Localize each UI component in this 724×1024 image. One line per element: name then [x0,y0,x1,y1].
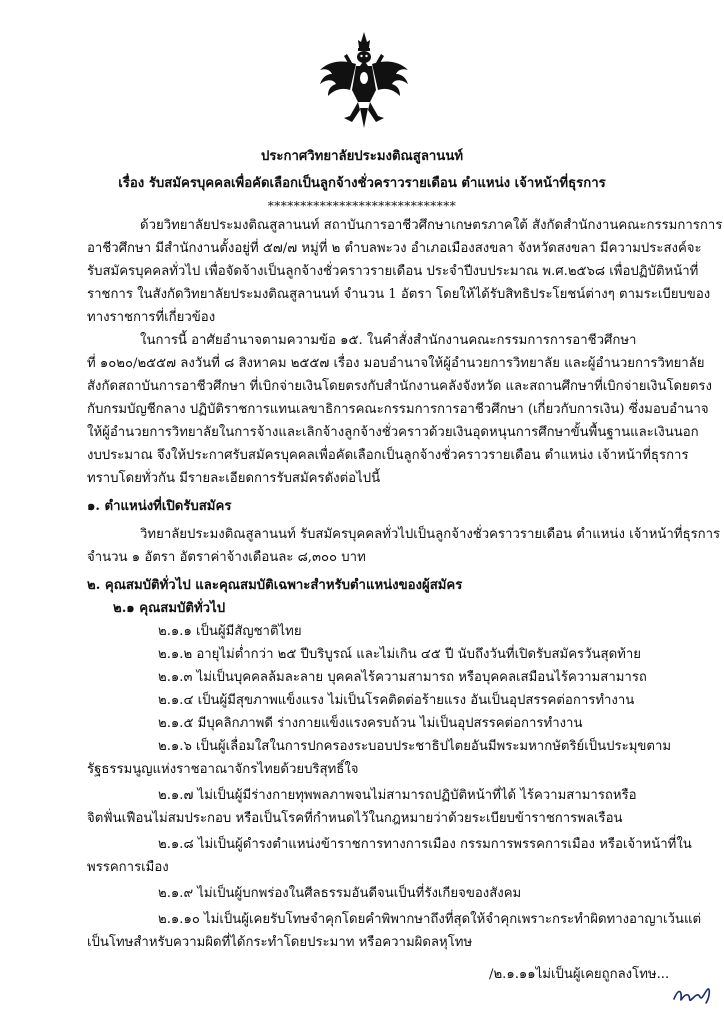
paragraph-2-line: ทราบโดยทั่วกัน มีรายละเอียดการรับสมัครดังต่อไปนี้ [87,471,381,486]
continuation-note: /๒.๑.๑๑ไม่เป็นผู้เคยถูกลงโทษ... [489,967,670,982]
announcement-subject: เรื่อง รับสมัครบุคคลเพื่อคัดเลือกเป็นลูกจ้างชั่วคราวรายเดือน ตำแหน่ง เจ้าหน้าที่ธุรการ [118,176,606,191]
paragraph-2-line: สังกัดสถาบันการอาชีวศึกษา ที่เบิกจ่ายเงินโดยตรงกับสำนักงานคลังจังหวัด และสถานศึกษาที่เบิกจ่ายเงินโดยตรง [87,379,712,394]
section-2-heading: ๒. คุณสมบัติทั่วไป และคุณสมบัติเฉพาะสำหรับตำแหน่งของผู้สมัคร [87,578,463,593]
paragraph-1-line: ราชการ ในสังกัดวิทยาลัยประมงติณสูลานนท์ จำนวน 1 อัตรา โดยให้ได้รับสิทธิประโยชน์ต่างๆ ตามระเบียบของ [87,287,711,302]
qualification-item-continuation: จิตฟั่นเฟือนไม่สมประกอบ หรือเป็นโรคที่กำหนดไว้ในกฎหมายว่าด้วยระเบียบข้าราชการพลเรือน [87,811,623,826]
qualification-item-continuation: รัฐธรรมนูญแห่งราชอาณาจักรไทยด้วยบริสุทธิ์ใจ [87,762,359,777]
paragraph-1-line: ทางราชการที่เกี่ยวข้อง [87,310,216,325]
paragraph-2-line: กับกรมบัญชีกลาง ปฏิบัติราชการแทนเลขาธิการคณะกรรมการการอาชีวศึกษา (เกี่ยวกับการเงิน) ซึ่งมอบอำนาจ [87,402,709,417]
section-2-1-heading: ๒.๑ คุณสมบัติทั่วไป [113,601,226,616]
qualification-item: ๒.๑.๕ มีบุคลิกภาพดี ร่างกายแข็งแรงครบถ้วน ไม่เป็นอุปสรรคต่อการทำงาน [158,716,583,731]
paragraph-2-line: ในการนี้ อาศัยอำนาจตามความข้อ ๑๕. ในคำสั่งสำนักงานคณะกรรมการการอาชีวศึกษา [140,333,637,348]
qualification-item: ๒.๑.๒ อายุไม่ต่ำกว่า ๒๕ ปีบริบูรณ์ และไม่เกิน ๔๕ ปี นับถึงวันที่เปิดรับสมัครวันสุดท้าย [158,647,641,662]
section-1-line: วิทยาลัยประมงติณสูลานนท์ รับสมัครบุคคลทั่วไปเป็นลูกจ้างชั่วคราวรายเดือน ตำแหน่ง เจ้าหน้าที่ธุรการ [140,527,721,542]
paragraph-1-line: รับสมัครบุคคลทั่วไป เพื่อจัดจ้างเป็นลูกจ้างชั่วคราวรายเดือน ประจำปีงบประมาณ พ.ศ.๒๕๖๘ เพื่อปฏิบัติหน้าที่ [87,264,699,279]
handwritten-initials-icon [672,985,716,1007]
qualification-item: ๒.๑.๔ เป็นผู้มีสุขภาพแข็งแรง ไม่เป็นโรคติดต่อร้ายแรง อันเป็นอุปสรรคต่อการทำงาน [158,693,635,708]
qualification-item: ๒.๑.๖ เป็นผู้เลื่อมใสในการปกครองระบอบประชาธิปไตยอันมีพระมหากษัตริย์เป็นประมุขตาม [158,739,672,754]
section-1-line: จำนวน ๑ อัตรา อัตราค่าจ้างเดือนละ ๘,๓๐๐ บาท [87,550,366,565]
qualification-item: ๒.๑.๑ เป็นผู้มีสัญชาติไทย [158,624,302,639]
qualification-item: ๒.๑.๑๐ ไม่เป็นผู้เคยรับโทษจำคุกโดยคำพิพากษาถึงที่สุดให้จำคุกเพราะกระทำผิดทางอาญาเว้นแต่ [158,912,702,927]
garuda-emblem-icon [316,30,412,130]
paragraph-2-line: งบประมาณ จึงให้ประกาศรับสมัครบุคคลเพื่อคัดเลือกเป็นลูกจ้างชั่วคราวรายเดือน ตำแหน่ง เจ้าหน้าที่ธุรการ [87,448,689,463]
section-1-heading: ๑. ตำแหน่งที่เปิดรับสมัคร [87,499,232,514]
paragraph-2-line: ที่ ๑๐๒๐/๒๕๕๗ ลงวันที่ ๘ สิงหาคม ๒๕๕๗ เรื่อง มอบอำนาจให้ผู้อำนวยการวิทยาลัย และผู้อำนวยการวิทยาลัย [87,356,705,371]
qualification-item: ๒.๑.๗ ไม่เป็นผู้มีร่างกายทุพพลภาพจนไม่สามารถปฏิบัติหน้าที่ได้ ไร้ความสามารถหรือ [158,788,637,803]
qualification-item-continuation: เป็นโทษสำหรับความผิดที่ได้กระทำโดยประมาท หรือความผิดลหุโทษ [87,935,473,950]
paragraph-2-line: ให้ผู้อำนวยการวิทยาลัยในการจ้างและเลิกจ้างลูกจ้างชั่วคราวด้วยเงินอุดหนุนการศึกษาขั้นพื้นฐานและเงินนอก [87,425,699,440]
paragraph-1-line: ด้วยวิทยาลัยประมงติณสูลานนท์ สถาบันการอาชีวศึกษาเกษตรภาคใต้ สังกัดสำนักงานคณะกรรมการการ [140,218,723,233]
header-separator: ***************************** [267,199,457,213]
qualification-item: ๒.๑.๓ ไม่เป็นบุคคลล้มละลาย บุคคลไร้ความสามารถ หรือบุคคลเสมือนไร้ความสามารถ [158,670,647,685]
paragraph-1-line: อาชีวศึกษา มีสำนักงานตั้งอยู่ที่ ๕๗/๗ หมู่ที่ ๒ ตำบลพะวง อำเภอเมืองสงขลา จังหวัดสงขลา มีความประสงค์จะ [87,241,702,256]
qualification-item-continuation: พรรคการเมือง [87,860,169,875]
qualification-item: ๒.๑.๘ ไม่เป็นผู้ดำรงตำแหน่งข้าราชการทางการเมือง กรรมการพรรคการเมือง หรือเจ้าหน้าที่ใน [158,837,692,852]
qualification-item: ๒.๑.๙ ไม่เป็นผู้บกพร่องในศีลธรรมอันดีจนเป็นที่รังเกียจของสังคม [158,886,522,901]
announcement-title: ประกาศวิทยาลัยประมงติณสูลานนท์ [260,149,464,164]
